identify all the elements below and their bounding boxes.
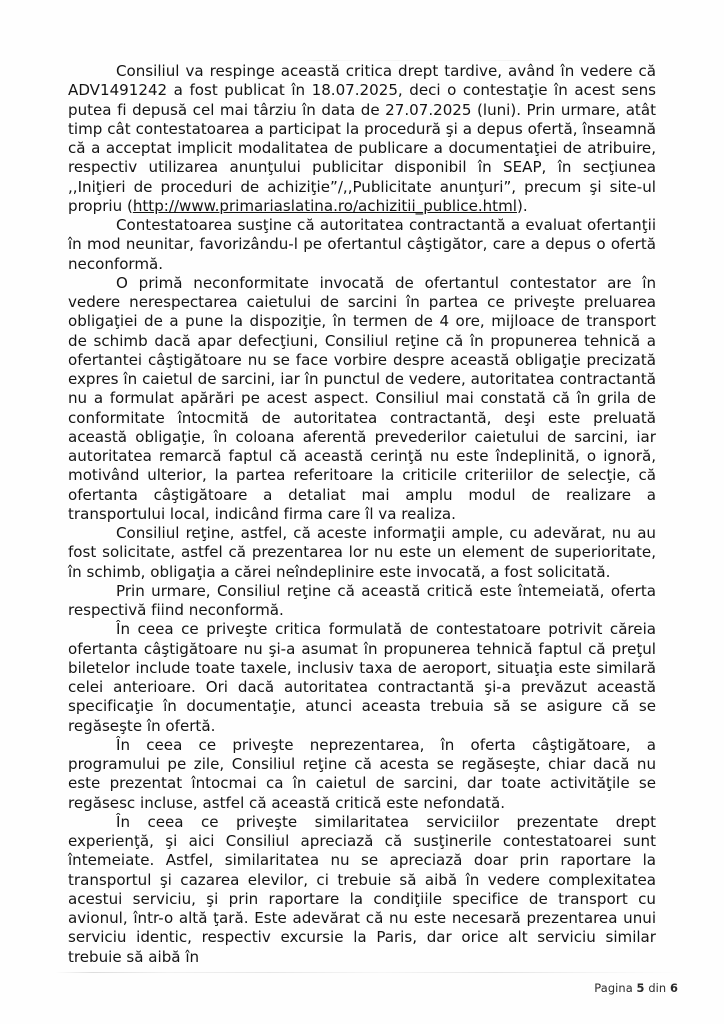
paragraph-5: Prin urmare, Consiliul reţine că această critică este întemeiată, oferta respectivă fiind neconformă.	[68, 581, 656, 619]
footer-separator: din	[648, 981, 667, 995]
footer-total-pages: 6	[669, 981, 678, 995]
paragraph-1-suffix: ).	[516, 196, 528, 215]
scan-artifact-top	[300, 60, 604, 61]
paragraph-6: În ceea ce priveşte critica formulată de contestatoare potrivit căreia ofertanta câştigătoare nu şi-a asumat în propunerea tehnică faptul că preţul biletelor include toate taxele, inclusiv taxa de aeroport, situaţia este similară celei anterioare. Ori dacă autoritatea contractantă şi-a prevăzut această specificaţie în documentaţie, atunci aceasta trebuia să se asigure că se regăseşte în ofertă.	[68, 620, 656, 735]
footer-current-page: 5	[636, 981, 645, 995]
paragraph-1-text: Consiliul va respinge această critica drept tardive, având în vedere că ADV1491242 a fost publicat în 18.07.2025, deci o contestaţie în acest sens putea fi depusă cel mai târziu în data de 27.07.2025 (luni). Prin urmare, atât timp cât contestatoarea a participat la procedură şi a depus ofertă, înseamnă că a acceptat implicit modalitatea de publicare a documentaţiei de atribuire, respectiv utilizarea anunţului publicitar disponibil în SEAP, în secţiunea ,,Iniţieri de proceduri de achiziţie”/,,Publicitate anunţuri”, precum şi site-ul propriu (	[68, 62, 656, 215]
paragraph-1	[68, 62, 656, 216]
paragraph-4: Consiliul reţine, astfel, că aceste informaţii ample, cu adevărat, nu au fost solicitate, astfel că prezentarea lor nu este un element de superioritate, în schimb, obligaţia a cărei neîndeplinire este invocată, a fost solicitată.	[68, 524, 656, 581]
page-footer	[594, 981, 678, 995]
paragraph-2: Contestatoarea susţine că autoritatea contractantă a evaluat ofertanţii în mod neunitar, favorizându-l pe ofertantul câştigător, care a depus o ofertă neconformă.	[68, 216, 656, 273]
scan-artifact-bottom	[55, 972, 684, 973]
paragraph-7: În ceea ce priveşte neprezentarea, în oferta câştigătoare, a programului pe zile, Consiliul reţine că acesta se regăseşte, chiar dacă nu este prezentat întocmai ca în caietul de sarcini, dar toate activităţile se regăsesc incluse, astfel că această critică este nefondată.	[68, 735, 656, 812]
primaria-slatina-link[interactable]: http://www.primariaslatina.ro/achizitii_publice.html	[132, 196, 517, 215]
paragraph-8: În ceea ce priveşte similaritatea serviciilor prezentate drept experienţă, şi aici Consiliul apreciază că susţinerile contestatoarei sunt întemeiate. Astfel, similaritatea nu se apreciază doar prin raportare la transportul şi cazarea elevilor, ci trebuie să aibă în vedere complexitatea acestui serviciu, şi prin raportare la condiţiile specifice de transport cu avionul, într-o altă ţară. Este adevărat că nu este necesară prezentarea unui serviciu identic, respectiv excursie la Paris, dar orice alt serviciu similar trebuie să aibă în	[68, 812, 656, 966]
paragraph-3: O primă neconformitate invocată de ofertantul contestator are în vedere nerespectarea caietului de sarcini în partea ce priveşte preluarea obligaţiei de a pune la dispoziţie, în termen de 4 ore, mijloace de transport de schimb dacă apar defecţiuni, Consiliul reţine că în propunerea tehnică a ofertantei câştigătoare nu se face vorbire despre această obligaţie precizată expres în caietul de sarcini, iar în punctul de vedere, autoritatea contractantă nu a formulat apărări pe acest aspect. Consiliul mai constată că în grila de conformitate întocmită de autoritatea contractantă, deşi este preluată această obligaţie, în coloana aferentă prevederilor caietului de sarcini, iar autoritatea remarcă faptul că această cerinţă nu este îndeplinită, o ignoră, motivând ulterior, la partea referitoare la criticile criteriilor de selecţie, că ofertanta câştigătoare a detaliat mai amplu modul de realizare a transportului local, indicând firma care îl va realiza.	[68, 273, 656, 523]
footer-prefix: Pagina	[594, 981, 633, 995]
document-body	[68, 62, 656, 967]
